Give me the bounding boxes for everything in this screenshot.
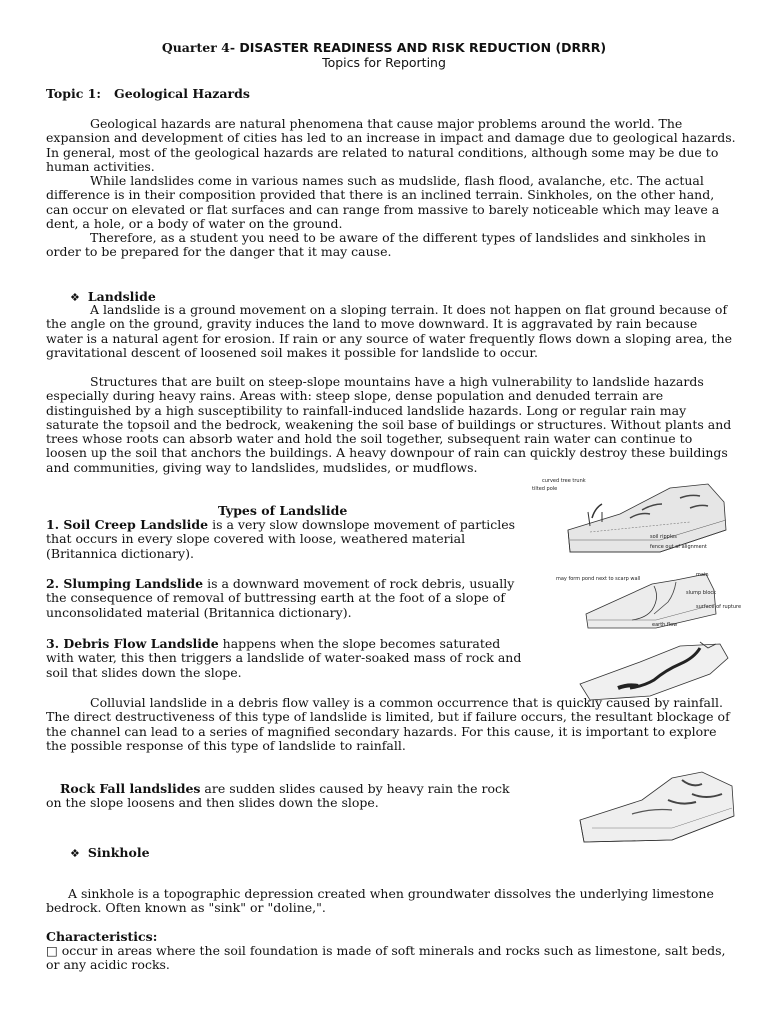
soil-creep-drawing xyxy=(530,478,730,563)
slumping-drawing xyxy=(556,570,742,632)
fig-label-rupture: surface of rupture xyxy=(696,604,742,610)
fig-label-slump-block: slump block xyxy=(686,590,717,596)
sinkhole-paragraph: A sinkhole is a topographic depression created when groundwater dissolves the underlying limestone bedrock. Often known as "sink" or "doline,". xyxy=(46,886,714,916)
types-of-landslide-heading: Types of Landslide xyxy=(218,503,348,518)
fig-label-main: main xyxy=(696,572,709,578)
sinkhole-heading: ❖ Sinkhole xyxy=(70,845,150,860)
colluvial-paragraph: Colluvial landslide in a debris flow valley is a common occurrence that is quickly caused by rainfall. The direct destructiveness of this type of landslide is limited, but if failure occurs, the resultant blockage of the channel can lead to a series of magnified secondary hazards. For this cause, it is important to explore the possible response of this type of landslide to rainfall. xyxy=(46,695,730,753)
rock-fall-illustration xyxy=(572,770,742,846)
fig-label-tilted-pole: tilted pole xyxy=(532,486,558,492)
landslide-heading: ❖ Landslide xyxy=(70,289,156,304)
intro-paragraph-3: Therefore, as a student you need to be aware of the different types of landslides and sinkholes in order to be prepared for the danger that it may cause. xyxy=(46,230,706,260)
characteristics-item-1: □ occur in areas where the soil foundation is made of soft minerals and rocks such as limestone, salt beds, or any acidic rocks. xyxy=(46,943,726,973)
soil-creep-illustration xyxy=(530,478,730,563)
fig-label-earth-flow: earth flow xyxy=(652,622,678,628)
fig-label-pond: may form pond next to scarp wall xyxy=(556,576,641,582)
debris-flow-drawing xyxy=(560,640,740,702)
slumping-item: 2. Slumping Landslide is a downward movement of rock debris, usually the consequence of removal of buttressing earth at the foot of a slope of unconsolidated material (Britannica dictionary). xyxy=(46,576,515,620)
document-header-subtitle: Topics for Reporting xyxy=(322,55,446,70)
debris-flow-illustration xyxy=(560,640,740,702)
intro-paragraph-2: While landslides come in various names such as mudslide, flash flood, avalanche, etc. The actual difference is in their composition provided that there is an inclined terrain. Sinkholes, on the other hand, can occur on elevated or flat surfaces and can range from massive to barely noticeable which may leave a dent, a hole, or a body of water on the ground. xyxy=(46,173,720,231)
characteristics-heading: Characteristics: xyxy=(46,929,158,944)
fig-label-soil-ripples: soil ripples xyxy=(650,534,677,540)
topic-heading: Topic 1: Geological Hazards xyxy=(46,86,250,101)
slumping-illustration xyxy=(556,570,742,632)
soil-creep-item: 1. Soil Creep Landslide is a very slow downslope movement of particles that occurs in every slope covered with loose, weathered material (Britannica dictionary). xyxy=(46,517,516,561)
checkbox-bullet-icon: □ xyxy=(46,943,58,958)
fig-label-fence: fence out of alignment xyxy=(650,544,707,550)
diamond-bullet-icon: ❖ xyxy=(70,847,80,860)
intro-paragraph-1: Geological hazards are natural phenomena that cause major problems around the world. The expansion and development of cities has led to an increase in impact and damage due to geological hazards. In general, most of the geological hazards are related to natural conditions, although some may be due to human activities. xyxy=(46,116,736,174)
document-header-title: Quarter 4- DISASTER READINESS AND RISK REDUCTION (DRRR) xyxy=(161,40,607,55)
landslide-paragraph-1: A landslide is a ground movement on a sloping terrain. It does not happen on flat ground because of the angle on the ground, gravity induces the land to move downward. It is aggravated by rain because water is a natural agent for erosion. If rain or any source of water frequently flows down a sloping area, the gravitational descent of loosened soil makes it possible for landslide to occur. xyxy=(46,302,732,360)
diamond-bullet-icon: ❖ xyxy=(70,291,80,304)
debris-flow-item: 3. Debris Flow Landslide happens when the slope becomes saturated with water, this then triggers a landslide of water-soaked mass of rock and soil that slides down the slope. xyxy=(46,636,522,680)
rock-fall-drawing xyxy=(572,770,742,846)
landslide-paragraph-2: Structures that are built on steep-slope mountains have a high vulnerability to landslide hazards especially during heavy rains. Areas with: steep slope, dense population and denuded terrain are distinguished by a high susceptibility to rainfall-induced landslide hazards. Long or regular rain may saturate the topsoil and the bedrock, weakening the soil base of buildings or structures. Without plants and trees whose roots can absorb water and hold the soil together, subsequent rain water can continue to loosen up the soil that anchors the buildings. A heavy downpour of rain can quickly destroy these buildings and communities, giving way to landslides, mudslides, or mudflows. xyxy=(46,374,732,475)
fig-label-curved-tree: curved tree trunk xyxy=(542,478,586,484)
rock-fall-item: Rock Fall landslides are sudden slides caused by heavy rain the rock on the slope loosens and then slides down the slope. xyxy=(46,781,510,811)
